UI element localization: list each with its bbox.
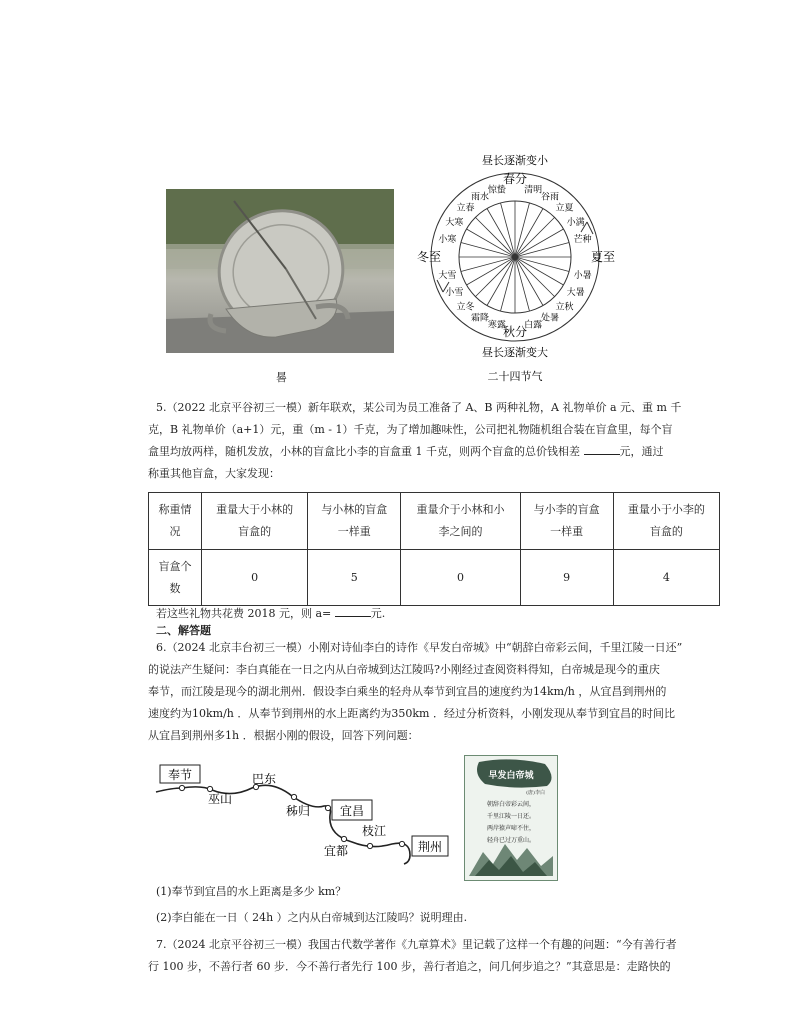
solar-term-label: 清明 bbox=[524, 185, 543, 196]
q5-after bbox=[156, 604, 385, 622]
poem-line: 两岸猿声啼不住， bbox=[486, 825, 536, 832]
table-cell: 0 bbox=[202, 550, 308, 606]
q5-after-end: 元. bbox=[370, 607, 386, 620]
solar-terms-diagram bbox=[415, 152, 617, 384]
poem-line: 千里江陵一日还。 bbox=[486, 813, 536, 820]
solar-term-label: 惊蛰 bbox=[487, 185, 506, 196]
map-label-yidu: 宜都 bbox=[323, 844, 349, 858]
q6-line: 从宜昌到荆州多1h ．根据小刚的假设，回答下列问题： bbox=[148, 729, 419, 742]
q6-line: 6.（2024 北京丰台初三一模）小刚对诗仙李白的诗作《早发白帝城》中“朝辞白帝彩云间，千里江陵一日还” bbox=[156, 641, 683, 654]
solar-term-label: 谷雨 bbox=[540, 192, 560, 203]
summer-label: 夏至 bbox=[590, 250, 616, 264]
spring-label: 春分 bbox=[502, 172, 528, 186]
q6-line: 奉节，而江陵是现今的湖北荆州．假设李白乘坐的轻舟从奉节到宜昌的速度约为14km/h ，从宜昌到荆州的 bbox=[148, 685, 667, 698]
poem-line: 朝辞白帝彩云间， bbox=[486, 801, 536, 808]
table-cell: 0 bbox=[401, 550, 520, 606]
table-cell: 4 bbox=[613, 550, 719, 606]
solar-term-label: 立冬 bbox=[456, 302, 475, 313]
q6-line: 速度约为10km/h ．从奉节到荆州的水上距离约为350km ．经过分析资料，小刚发现从奉节到宜昌的时间比 bbox=[148, 707, 675, 720]
table-row-header bbox=[149, 493, 720, 550]
solar-term-label: 立夏 bbox=[555, 203, 574, 214]
table-cell: 重量小于小李的 盲盒的 bbox=[613, 493, 719, 550]
solar-term-label: 大寒 bbox=[445, 218, 464, 228]
table-cell: 称重情 况 bbox=[149, 493, 202, 550]
q6-sub1: (1)奉节到宜昌的水上距离是多少 km？ bbox=[156, 885, 347, 898]
map-label-wushan: 巫山 bbox=[207, 792, 233, 806]
poem-poster bbox=[464, 755, 558, 881]
circle-diagram bbox=[431, 173, 599, 341]
solar-term-label: 白露 bbox=[524, 320, 543, 331]
solar-term-label: 小满 bbox=[566, 218, 585, 228]
table-cell: 与小林的盲盒 一样重 bbox=[308, 493, 401, 550]
q5-line1: 5.（2022 北京平谷初三一模）新年联欢，某公司为员工准备了 A、B 两种礼物，A 礼物单价 a 元、重 m 千 bbox=[156, 401, 682, 414]
q5-line2: 克，B 礼物单价（a+1）元，重（m - 1）千克，为了增加趣味性，公司把礼物随机组合装在盲盒里，每个盲 bbox=[148, 423, 673, 436]
table-cell: 重量介于小林和小 李之间的 bbox=[401, 493, 520, 550]
answer-blank[interactable] bbox=[584, 442, 620, 455]
solar-term-label: 小暑 bbox=[573, 271, 592, 282]
q5-line3-text: 盒里均放两样，随机发放，小林的盲盒比小李的盲盒重 1 千克，则两个盲盒的总价钱相差 bbox=[148, 445, 580, 458]
table-cell: 与小李的盲盒 一样重 bbox=[520, 493, 613, 550]
solar-term-label: 立秋 bbox=[555, 302, 574, 313]
table-cell: 重量大于小林的 盲盒的 bbox=[202, 493, 308, 550]
table-row-counts bbox=[149, 550, 720, 606]
autumn-label: 秋分 bbox=[502, 325, 528, 339]
solar-term-label: 霜降 bbox=[470, 313, 490, 324]
poem-author: (唐)李白 bbox=[526, 790, 545, 796]
poem-line: 轻舟已过万重山。 bbox=[486, 837, 536, 844]
sundial-photo bbox=[166, 189, 394, 353]
map-label-badong: 巴东 bbox=[251, 772, 277, 786]
map-label-zigui: 秭归 bbox=[285, 804, 311, 818]
table-cell: 盲盒个 数 bbox=[149, 550, 202, 606]
q5-line3 bbox=[148, 441, 664, 463]
q7-line: 行 100 步，不善行者 60 步．今不善行者先行 100 步，善行者追之，问几何步追之？”其意思是：走路快的 bbox=[148, 960, 671, 973]
table-cell: 9 bbox=[520, 550, 613, 606]
map-label-jingzhou: 荆州 bbox=[417, 840, 443, 854]
q7-line: 7.（2024 北京平谷初三一模）我国古代数学著作《九章算术》里记载了这样一个有趣的问题：“今有善行者 bbox=[156, 938, 677, 951]
solar-term-label: 芒种 bbox=[573, 234, 592, 245]
q6-line: 的说法产生疑问：李白真能在一日之内从白帝城到达江陵吗?小刚经过查阅资料得知，白帝城是现今的重庆 bbox=[148, 663, 660, 676]
q5-after-text: 若这些礼物共花费 2018 元，则 a= bbox=[156, 607, 332, 620]
sundial-illustration bbox=[166, 189, 394, 353]
q5-line3-end: 元，通过 bbox=[619, 445, 664, 458]
map-label-yichang: 宜昌 bbox=[339, 804, 365, 818]
sundial-caption: 晷 bbox=[276, 371, 287, 384]
answer-blank-a[interactable] bbox=[335, 604, 371, 617]
solar-term-label: 立春 bbox=[456, 203, 475, 214]
top-label: 昼长逐渐变小 bbox=[482, 154, 548, 167]
solar-term-label: 小寒 bbox=[438, 234, 457, 245]
map-label-zhijiang: 枝江 bbox=[361, 824, 387, 838]
solar-term-label: 大暑 bbox=[566, 288, 585, 298]
solar-term-label: 小雪 bbox=[445, 288, 464, 298]
map-label-fengjie: 奉节 bbox=[167, 768, 193, 782]
solar-term-label: 处暑 bbox=[540, 313, 560, 324]
poem-title: 早发白帝城 bbox=[488, 771, 534, 781]
solar-term-label: 雨水 bbox=[470, 192, 490, 203]
q6-sub2: (2)李白能在一日（ 24h ）之内从白帝城到达江陵吗？说明理由. bbox=[156, 911, 468, 924]
winter-label: 冬至 bbox=[416, 250, 442, 264]
river-map bbox=[152, 760, 452, 870]
section-heading: 二、解答题 bbox=[156, 624, 211, 637]
table-cell: 5 bbox=[308, 550, 401, 606]
q5-line4: 称重其他盲盒，大家发现： bbox=[148, 467, 280, 480]
q6-body bbox=[148, 637, 683, 747]
bottom-label: 昼长逐渐变大 bbox=[482, 346, 548, 359]
solar-caption: 二十四节气 bbox=[487, 370, 543, 383]
solar-term-label: 大雪 bbox=[438, 271, 457, 282]
weighing-table bbox=[148, 492, 720, 606]
solar-term-label: 寒露 bbox=[487, 320, 506, 331]
